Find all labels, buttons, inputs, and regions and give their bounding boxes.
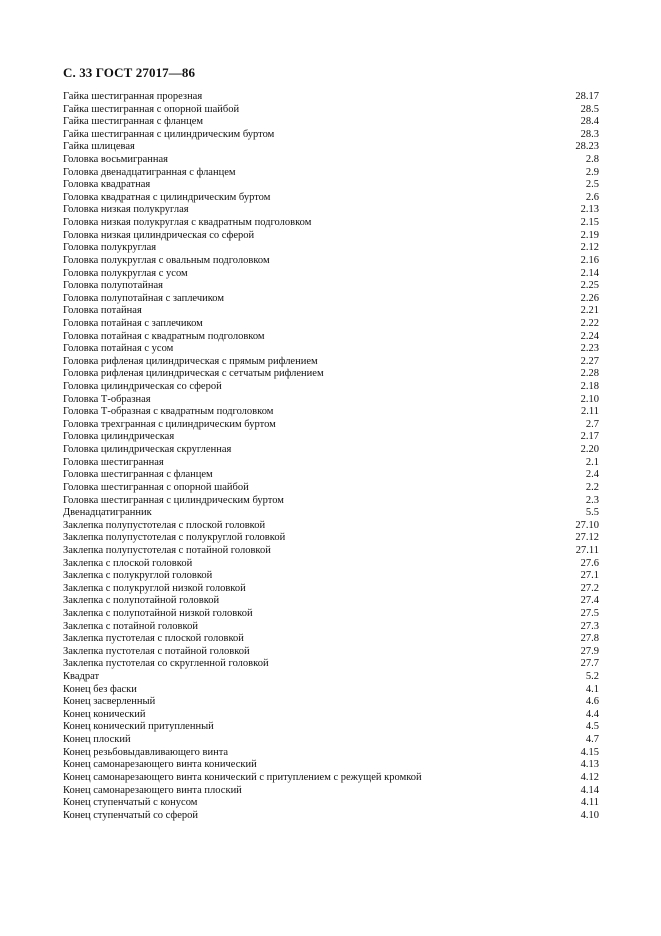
index-ref: 2.24 bbox=[580, 330, 599, 342]
index-ref: 4.13 bbox=[580, 759, 599, 771]
index-term: Головка рифленая цилиндрическая с сетчатым рифлением bbox=[63, 368, 324, 380]
index-term: Головка квадратная с цилиндрическим буртом bbox=[63, 191, 271, 203]
index-ref: 4.7 bbox=[585, 734, 599, 746]
index-term: Заклепка полупустотелая с полукруглой головкой bbox=[63, 532, 286, 544]
index-entry bbox=[63, 646, 599, 659]
index-entry bbox=[63, 129, 599, 142]
index-entry bbox=[63, 167, 599, 180]
index-entry bbox=[63, 495, 599, 508]
index-ref: 27.12 bbox=[575, 532, 599, 544]
index-ref: 2.3 bbox=[585, 494, 599, 506]
index-ref: 4.15 bbox=[580, 746, 599, 758]
index-term: Конец без фаски bbox=[63, 683, 137, 695]
index-term: Конец самонарезающего винта конический bbox=[63, 759, 257, 771]
index-term: Заклепка полупустотелая с плоской головкой bbox=[63, 519, 266, 531]
index-term: Заклепка пустотелая с плоской головкой bbox=[63, 633, 244, 645]
index-ref: 2.26 bbox=[580, 292, 599, 304]
index-entry bbox=[63, 154, 599, 167]
index-ref: 28.5 bbox=[580, 103, 599, 115]
index-entry bbox=[63, 696, 599, 709]
index-term: Двенадцатигранник bbox=[63, 507, 152, 519]
index-term: Заклепка пустотелая с потайной головкой bbox=[63, 645, 250, 657]
index-term: Головка Т-образная с квадратным подголовком bbox=[63, 406, 274, 418]
index-ref: 2.1 bbox=[585, 456, 599, 468]
index-term: Головка низкая полукруглая с квадратным подголовком bbox=[63, 217, 312, 229]
index-entry bbox=[63, 318, 599, 331]
index-ref: 4.6 bbox=[585, 696, 599, 708]
index-entry bbox=[63, 595, 599, 608]
index-ref: 2.17 bbox=[580, 431, 599, 443]
index-term: Конец самонарезающего винта плоский bbox=[63, 784, 242, 796]
index-term: Головка потайная с усом bbox=[63, 343, 174, 355]
index-ref: 27.4 bbox=[580, 595, 599, 607]
index-ref: 4.5 bbox=[585, 721, 599, 733]
index-entry bbox=[63, 772, 599, 785]
index-entry bbox=[63, 482, 599, 495]
index-term: Заклепка с плоской головкой bbox=[63, 557, 193, 569]
index-entry bbox=[63, 671, 599, 684]
index-entry bbox=[63, 91, 599, 104]
index-term: Головка трехгранная с цилиндрическим буртом bbox=[63, 418, 276, 430]
index-term: Заклепка с полупотайной головкой bbox=[63, 595, 220, 607]
index-entry bbox=[63, 469, 599, 482]
index-ref: 27.2 bbox=[580, 582, 599, 594]
index-ref: 2.9 bbox=[585, 166, 599, 178]
index-ref: 27.11 bbox=[575, 544, 599, 556]
index-ref: 2.12 bbox=[580, 242, 599, 254]
index-term: Головка цилиндрическая bbox=[63, 431, 175, 443]
index-ref: 28.17 bbox=[575, 91, 599, 102]
index-entry bbox=[63, 797, 599, 810]
index-ref: 27.5 bbox=[580, 607, 599, 619]
index-entry bbox=[63, 406, 599, 419]
index-entry bbox=[63, 343, 599, 356]
index-ref: 27.1 bbox=[580, 570, 599, 582]
index-entry bbox=[63, 633, 599, 646]
index-entry bbox=[63, 141, 599, 154]
index-term: Головка потайная с квадратным подголовком bbox=[63, 330, 265, 342]
index-term: Головка восьмигранная bbox=[63, 154, 168, 166]
index-term: Конец ступенчатый с конусом bbox=[63, 797, 198, 809]
index-ref: 2.27 bbox=[580, 355, 599, 367]
index-entry bbox=[63, 394, 599, 407]
index-entry bbox=[63, 431, 599, 444]
index-entry bbox=[63, 116, 599, 129]
index-ref: 4.11 bbox=[581, 797, 599, 809]
index-ref: 2.22 bbox=[580, 317, 599, 329]
index-ref: 2.19 bbox=[580, 229, 599, 241]
index-ref: 4.1 bbox=[585, 683, 599, 695]
index-term: Головка потайная bbox=[63, 305, 142, 317]
index-term: Конец засверленный bbox=[63, 696, 156, 708]
index-ref: 2.25 bbox=[580, 280, 599, 292]
index-entry bbox=[63, 545, 599, 558]
index-ref: 4.4 bbox=[585, 708, 599, 720]
index-entry bbox=[63, 356, 599, 369]
index-ref: 27.3 bbox=[580, 620, 599, 632]
index-entry bbox=[63, 747, 599, 760]
index-entry bbox=[63, 709, 599, 722]
index-entry bbox=[63, 268, 599, 281]
index-ref: 27.9 bbox=[580, 645, 599, 657]
index-term: Конец резьбовыдавливающего винта bbox=[63, 746, 229, 758]
index-list bbox=[63, 91, 599, 822]
index-term: Головка полукруглая bbox=[63, 242, 157, 254]
index-entry bbox=[63, 520, 599, 533]
index-ref: 27.8 bbox=[580, 633, 599, 645]
index-term: Головка потайная с заплечиком bbox=[63, 317, 203, 329]
index-term: Головка полупотайная с заплечиком bbox=[63, 292, 224, 304]
page-header: С. 33 ГОСТ 27017—86 bbox=[63, 65, 196, 80]
index-ref: 2.21 bbox=[580, 305, 599, 317]
index-term: Конец конический bbox=[63, 708, 146, 720]
index-ref: 2.10 bbox=[580, 393, 599, 405]
index-entry bbox=[63, 457, 599, 470]
index-term: Головка шестигранная с фланцем bbox=[63, 469, 213, 481]
index-entry bbox=[63, 608, 599, 621]
index-entry bbox=[63, 280, 599, 293]
index-term: Заклепка полупустотелая с потайной головкой bbox=[63, 544, 271, 556]
index-entry bbox=[63, 734, 599, 747]
index-entry bbox=[63, 419, 599, 432]
index-ref: 2.14 bbox=[580, 267, 599, 279]
index-entry bbox=[63, 331, 599, 344]
index-entry bbox=[63, 104, 599, 117]
index-term: Головка рифленая цилиндрическая с прямым рифлением bbox=[63, 355, 318, 367]
index-term: Головка низкая цилиндрическая со сферой bbox=[63, 229, 255, 241]
index-term: Головка полупотайная bbox=[63, 280, 163, 292]
index-entry bbox=[63, 759, 599, 772]
index-entry bbox=[63, 507, 599, 520]
index-entry bbox=[63, 179, 599, 192]
index-ref: 2.11 bbox=[581, 406, 599, 418]
index-entry bbox=[63, 230, 599, 243]
index-entry bbox=[63, 721, 599, 734]
index-ref: 2.7 bbox=[585, 418, 599, 430]
index-ref: 5.2 bbox=[585, 671, 599, 683]
index-ref: 2.13 bbox=[580, 204, 599, 216]
index-entry bbox=[63, 444, 599, 457]
index-term: Головка шестигранная с цилиндрическим буртом bbox=[63, 494, 284, 506]
index-term: Головка полукруглая с овальным подголовком bbox=[63, 254, 270, 266]
index-entry bbox=[63, 255, 599, 268]
index-entry bbox=[63, 217, 599, 230]
index-ref: 27.7 bbox=[580, 658, 599, 670]
index-ref: 2.15 bbox=[580, 217, 599, 229]
index-entry bbox=[63, 192, 599, 205]
index-entry bbox=[63, 305, 599, 318]
index-entry bbox=[63, 621, 599, 634]
index-term: Заклепка с полукруглой головкой bbox=[63, 570, 213, 582]
index-term: Заклепка с полукруглой низкой головкой bbox=[63, 582, 246, 594]
index-ref: 2.16 bbox=[580, 254, 599, 266]
index-entry bbox=[63, 583, 599, 596]
index-ref: 27.6 bbox=[580, 557, 599, 569]
index-term: Гайка шлицевая bbox=[63, 141, 135, 153]
index-ref: 2.5 bbox=[585, 179, 599, 191]
index-term: Гайка шестигранная с фланцем bbox=[63, 116, 204, 128]
index-ref: 27.10 bbox=[575, 519, 599, 531]
index-term: Головка шестигранная bbox=[63, 456, 164, 468]
index-entry bbox=[63, 684, 599, 697]
index-entry bbox=[63, 381, 599, 394]
index-ref: 28.3 bbox=[580, 128, 599, 140]
index-entry bbox=[63, 204, 599, 217]
index-entry bbox=[63, 368, 599, 381]
index-ref: 2.6 bbox=[585, 191, 599, 203]
index-ref: 4.12 bbox=[580, 771, 599, 783]
index-term: Головка цилиндрическая скругленная bbox=[63, 444, 232, 456]
index-entry bbox=[63, 532, 599, 545]
index-term: Гайка шестигранная прорезная bbox=[63, 91, 203, 102]
index-ref: 2.4 bbox=[585, 469, 599, 481]
index-entry bbox=[63, 810, 599, 823]
index-entry bbox=[63, 293, 599, 306]
index-ref: 28.23 bbox=[575, 141, 599, 153]
index-term: Заклепка пустотелая со скругленной головкой bbox=[63, 658, 269, 670]
index-ref: 4.10 bbox=[580, 809, 599, 821]
index-ref: 2.2 bbox=[585, 481, 599, 493]
index-term: Квадрат bbox=[63, 671, 100, 683]
index-term: Головка низкая полукруглая bbox=[63, 204, 189, 216]
index-ref: 2.23 bbox=[580, 343, 599, 355]
index-entry bbox=[63, 570, 599, 583]
index-entry bbox=[63, 785, 599, 798]
index-ref: 5.5 bbox=[585, 507, 599, 519]
index-term: Конец самонарезающего винта конический с притуплением с режущей кромкой bbox=[63, 771, 422, 783]
index-term: Головка шестигранная с опорной шайбой bbox=[63, 481, 249, 493]
index-term: Заклепка с потайной головкой bbox=[63, 620, 198, 632]
index-term: Гайка шестигранная с цилиндрическим буртом bbox=[63, 128, 275, 140]
index-term: Головка полукруглая с усом bbox=[63, 267, 188, 279]
index-ref: 2.20 bbox=[580, 444, 599, 456]
index-term: Головка двенадцатигранная с фланцем bbox=[63, 166, 236, 178]
index-entry bbox=[63, 558, 599, 571]
index-entry bbox=[63, 658, 599, 671]
index-term: Головка цилиндрическая со сферой bbox=[63, 381, 222, 393]
index-ref: 2.18 bbox=[580, 381, 599, 393]
index-term: Головка Т-образная bbox=[63, 393, 151, 405]
index-term: Конец ступенчатый со сферой bbox=[63, 809, 198, 821]
index-ref: 2.28 bbox=[580, 368, 599, 380]
index-ref: 4.14 bbox=[580, 784, 599, 796]
index-entry bbox=[63, 242, 599, 255]
index-term: Головка квадратная bbox=[63, 179, 151, 191]
index-ref: 28.4 bbox=[580, 116, 599, 128]
index-term: Конец плоский bbox=[63, 734, 131, 746]
index-term: Заклепка с полупотайной низкой головкой bbox=[63, 607, 253, 619]
index-term: Гайка шестигранная с опорной шайбой bbox=[63, 103, 240, 115]
index-term: Конец конический притупленный bbox=[63, 721, 214, 733]
index-ref: 2.8 bbox=[585, 154, 599, 166]
